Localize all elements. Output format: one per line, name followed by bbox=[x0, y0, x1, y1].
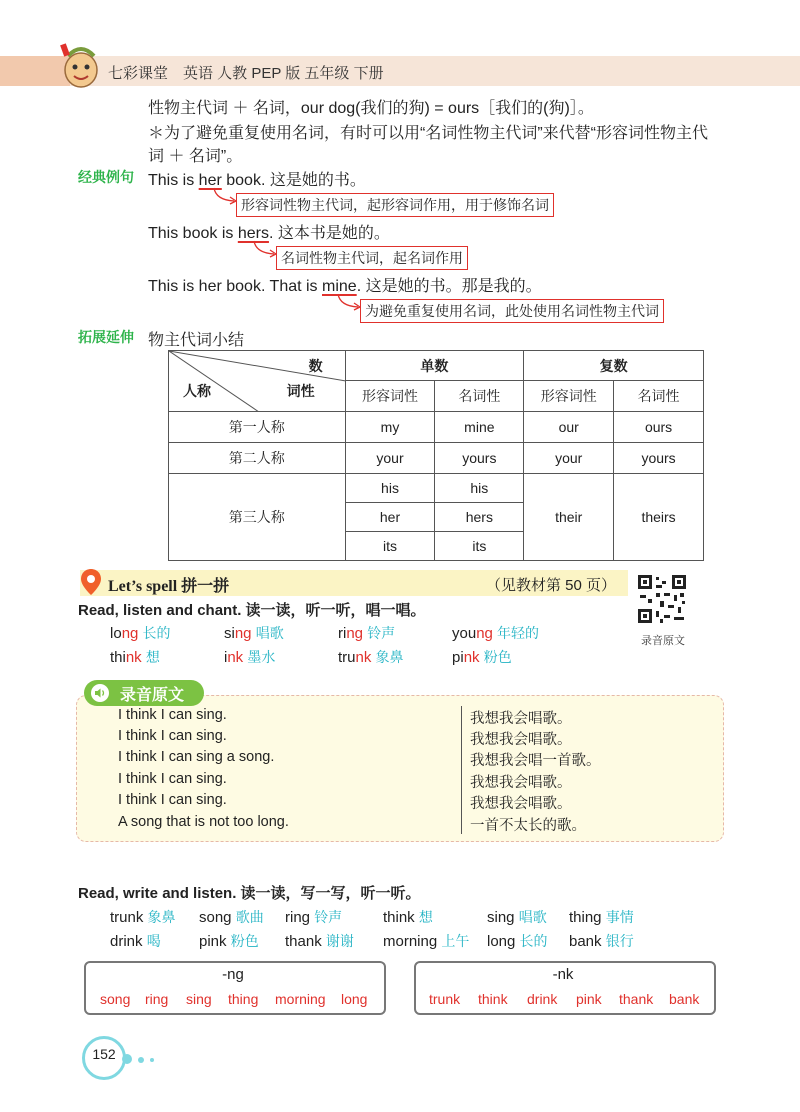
rwl-word: thing 事情 bbox=[569, 909, 634, 926]
spell-word: ink 墨水 bbox=[224, 649, 276, 666]
spell-word: think 想 bbox=[110, 649, 160, 666]
corner-type-label: 词性 bbox=[286, 383, 315, 399]
extension-tag: 拓展延伸 bbox=[78, 329, 134, 345]
spell-word: trunk 象鼻 bbox=[338, 649, 404, 666]
table-cell: your bbox=[524, 443, 614, 474]
example-3-key: mine bbox=[322, 278, 357, 295]
ng-word: sing bbox=[186, 991, 212, 1007]
corner-person-label: 人称 bbox=[183, 383, 211, 399]
rwl-word: think 想 bbox=[383, 909, 433, 926]
table-cell: yours bbox=[435, 443, 524, 474]
audio-transcript-label: 录音原文 bbox=[120, 687, 185, 704]
intro-line-2: ＊为了避免重复使用名词，有时可以用“名词性物主代词”来代替“形容词性物主代 bbox=[148, 125, 708, 142]
sub-header: 名词性 bbox=[614, 381, 704, 412]
nk-group-head: -nk bbox=[552, 966, 574, 983]
transcript-en-line: I think I can sing. bbox=[118, 728, 227, 744]
spell-title: Let’s spell 拼一拼 bbox=[108, 578, 230, 595]
table-row bbox=[169, 443, 704, 474]
table-cell: her bbox=[345, 503, 435, 532]
decor-dot bbox=[138, 1057, 144, 1063]
spell-word: ring 铃声 bbox=[338, 625, 396, 642]
singular-header: 单数 bbox=[345, 351, 524, 381]
decor-dot bbox=[150, 1058, 154, 1062]
table-cell: your bbox=[345, 443, 435, 474]
table-cell: yours bbox=[614, 443, 704, 474]
pronoun-table bbox=[168, 350, 704, 561]
transcript-cn-line: 我想我会唱一首歌。 bbox=[470, 753, 601, 769]
decor-dot bbox=[122, 1054, 132, 1064]
plural-header: 复数 bbox=[524, 351, 704, 381]
rwl-word: drink 喝 bbox=[110, 933, 161, 950]
rwl-word: thank 谢谢 bbox=[285, 933, 354, 950]
nk-word: thank bbox=[619, 991, 654, 1007]
table-cell: their bbox=[524, 474, 614, 561]
person-cell: 第三人称 bbox=[169, 474, 346, 561]
ng-word: song bbox=[100, 991, 131, 1007]
example-1 bbox=[148, 167, 366, 190]
table-cell: its bbox=[345, 532, 435, 561]
qr-code-icon[interactable] bbox=[636, 573, 688, 625]
corner-number-label: 数 bbox=[308, 358, 323, 374]
mascot-icon bbox=[56, 40, 106, 90]
example-2-post: . 这本书是她的。 bbox=[268, 225, 390, 242]
person-cell: 第二人称 bbox=[169, 443, 346, 474]
example-3-note: 为避免重复使用名词，此处使用名词性物主代词 bbox=[360, 299, 664, 323]
example-2-pre: This book is bbox=[148, 225, 238, 242]
rwl-word: pink 粉色 bbox=[199, 933, 259, 950]
table-cell: theirs bbox=[614, 474, 704, 561]
spell-reference: （见教材第 50 页） bbox=[486, 577, 617, 594]
nk-word: bank bbox=[669, 991, 700, 1007]
table-cell: his bbox=[345, 474, 435, 503]
table-corner bbox=[169, 351, 346, 412]
example-2-note: 名词性物主代词，起名词作用 bbox=[276, 246, 468, 270]
extension-title: 物主代词小结 bbox=[148, 332, 245, 349]
nk-word: trunk bbox=[429, 991, 461, 1007]
transcript-en-line: I think I can sing a song. bbox=[118, 749, 275, 765]
speaker-icon bbox=[90, 684, 110, 702]
spell-word: young 年轻的 bbox=[452, 625, 540, 642]
table-cell: its bbox=[435, 532, 524, 561]
sub-header: 形容词性 bbox=[345, 381, 435, 412]
example-1-note: 形容词性物主代词，起形容词作用，用于修饰名词 bbox=[236, 193, 554, 217]
rwl-word: ring 铃声 bbox=[285, 909, 343, 926]
ng-word: thing bbox=[228, 991, 259, 1007]
nk-word: think bbox=[478, 991, 508, 1007]
table-cell: our bbox=[524, 412, 614, 443]
transcript-cn-line: 我想我会唱歌。 bbox=[470, 711, 572, 727]
ng-word: long bbox=[341, 991, 368, 1007]
spell-word: sing 唱歌 bbox=[224, 625, 284, 642]
table-cell: mine bbox=[435, 412, 524, 443]
table-row bbox=[169, 412, 704, 443]
person-cell: 第一人称 bbox=[169, 412, 346, 443]
rwl-word: morning 上午 bbox=[383, 933, 470, 950]
rwl-word: song 歌曲 bbox=[199, 909, 264, 926]
rwl-word: sing 唱歌 bbox=[487, 909, 547, 926]
nk-word: pink bbox=[576, 991, 602, 1007]
intro-line-1: 性物主代词 ＋ 名词，our dog(我们的狗) = ours［我们的(狗)］。 bbox=[148, 100, 594, 117]
example-1-pre: This is bbox=[148, 172, 199, 189]
ng-word: ring bbox=[145, 991, 169, 1007]
rwl-word: long 长的 bbox=[487, 933, 548, 950]
transcript-divider bbox=[461, 706, 462, 834]
example-2-key: hers bbox=[237, 225, 269, 242]
example-1-post: book. 这是她的书。 bbox=[221, 172, 366, 189]
qr-label: 录音原文 bbox=[641, 635, 685, 647]
table-cell: his bbox=[435, 474, 524, 503]
sub-header: 名词性 bbox=[435, 381, 524, 412]
transcript-cn-line: 一首不太长的歌。 bbox=[470, 818, 586, 834]
sub-header: 形容词性 bbox=[524, 381, 614, 412]
table-cell: ours bbox=[614, 412, 704, 443]
table-row bbox=[169, 474, 704, 503]
spell-instruction: Read, listen and chant. 读一读，听一听，唱一唱。 bbox=[78, 602, 426, 619]
nk-word: drink bbox=[527, 991, 558, 1007]
example-1-key: her bbox=[198, 172, 222, 189]
spell-word: long 长的 bbox=[110, 625, 171, 642]
transcript-en-line: I think I can sing. bbox=[118, 792, 227, 808]
examples-tag: 经典例句 bbox=[78, 169, 134, 185]
intro-line-3: 词 ＋ 名词”。 bbox=[148, 148, 243, 165]
table-cell: my bbox=[345, 412, 435, 443]
spell-word: pink 粉色 bbox=[452, 649, 512, 666]
transcript-en-line: I think I can sing. bbox=[118, 771, 227, 787]
transcript-cn-line: 我想我会唱歌。 bbox=[470, 796, 572, 812]
header-title: 七彩课堂 英语 人教 PEP 版 五年级 下册 bbox=[108, 65, 384, 82]
transcript-en-line: I think I can sing. bbox=[118, 707, 227, 723]
rwl-instruction: Read, write and listen. 读一读，写一写，听一听。 bbox=[78, 885, 421, 902]
rwl-word: trunk 象鼻 bbox=[110, 909, 176, 926]
page-number: 152 bbox=[92, 1046, 116, 1062]
transcript-cn-line: 我想我会唱歌。 bbox=[470, 775, 572, 791]
ng-word: morning bbox=[275, 991, 326, 1007]
example-3-pre: This is her book. That is bbox=[148, 278, 322, 295]
ng-group-head: -ng bbox=[222, 966, 244, 983]
table-cell: hers bbox=[435, 503, 524, 532]
transcript-en-line: A song that is not too long. bbox=[118, 814, 289, 830]
rwl-word: bank 银行 bbox=[569, 933, 634, 950]
location-pin-icon bbox=[80, 568, 102, 596]
transcript-cn-line: 我想我会唱歌。 bbox=[470, 732, 572, 748]
example-3-post: . 这是她的书。那是我的。 bbox=[356, 278, 542, 295]
